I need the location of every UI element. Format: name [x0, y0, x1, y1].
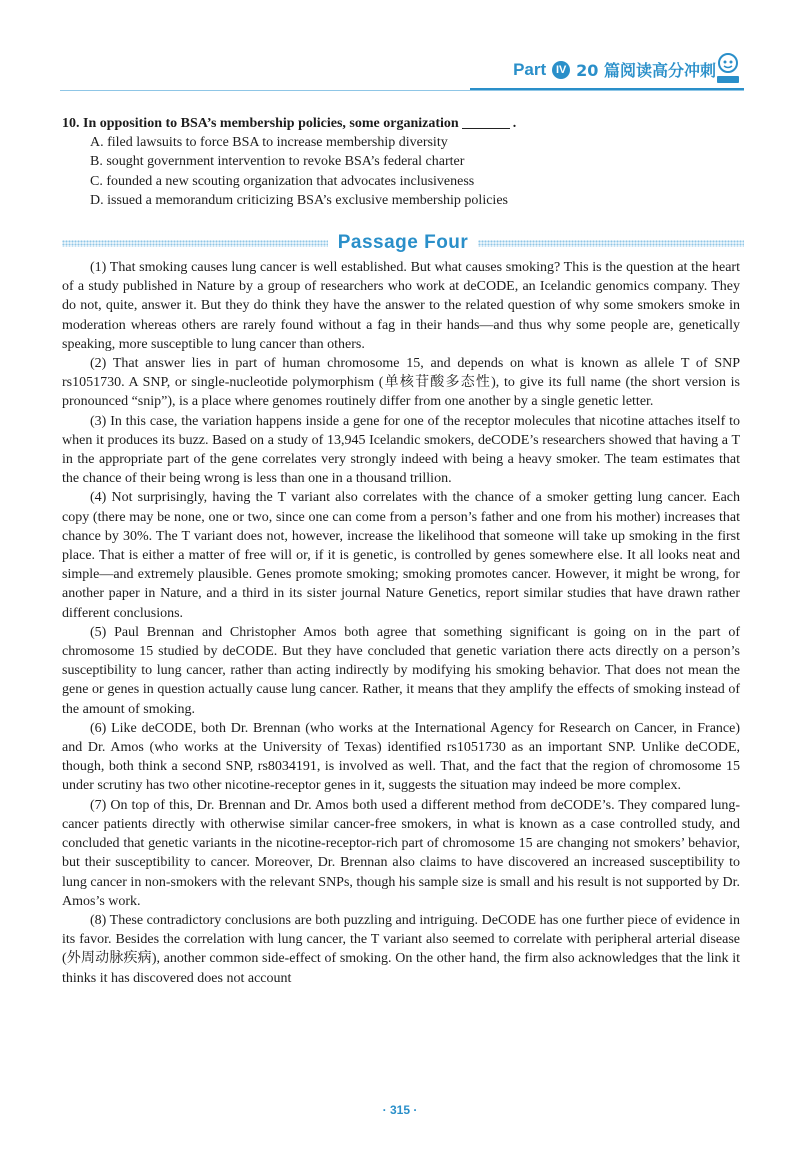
header-part-label: Part: [513, 59, 547, 79]
answer-blank: [462, 128, 510, 129]
header-part-badge: IV: [552, 61, 570, 79]
page-number: · 315 ·: [382, 1103, 418, 1117]
option-c: C. founded a new scouting organization that advocates inclusiveness: [90, 173, 475, 189]
paragraph-3: (3) In this case, the variation happens inside a gene for one of the receptor molecules that nicotine attaches itself to when it produces its buzz. Based on a study of 13,945 Icelandic smokers, deCODE’s researchers showed that having a T in the appropriate part of the gene correlates very strongly indeed with being a heavy smoker. The team estimates that the chance of their being wrong is less than one in a thousand trillion.: [62, 413, 740, 487]
passage-title: Passage Four: [337, 232, 469, 253]
paragraph-4: (4) Not surprisingly, having the T variant also correlates with the chance of a smoker getting lung cancer. Each copy (there may be none, one or two, since one can come from a person’s father and one from his mother) increases that chance by 30%. The T variant does not, however, increase the likelihood that someone will take up smoking in the first place. That is either a matter of free will or, if it is genetic, is controlled by genes somewhere else. It all looks neat and simple—and extremely plausible. Genes promote smoking; smoking promotes cancer. However, it might be wrong, for another paper in Nature, and a third in its sister journal Nature Genetics, report similar studies that have drawn rather different conclusions.: [62, 490, 740, 621]
header-rule: [60, 90, 744, 91]
passage-heading: [62, 232, 744, 254]
paragraph-2: (2) That answer lies in part of human chromosome 15, and depends on what is known as allele T of SNP rs1051730. A SNP, or single-nucleotide polymorphism (单核苷酸多态性), to give its full name (the short version is pronounced “snip”), is a place where genomes routinely differ from one another by a single genetic letter.: [62, 356, 740, 410]
passage-body: [62, 258, 740, 988]
paragraph-5: (5) Paul Brennan and Christopher Amos both agree that something significant is going on in the part of chromosome 15 studied by deCODE. But they have concluded that genetic variation there acts directly on a person’s susceptibility to lung cancer, rather than acting indirectly by modifying his smoking behavior. That does not mean the gene or genes in question actually cause lung cancer. Rather, it means that they amplify the effects of smoking instead of the amount of smoking.: [62, 624, 740, 717]
paragraph-8: (8) These contradictory conclusions are both puzzling and intriguing. DeCODE has one further piece of evidence in its favor. Besides the correlation with lung cancer, the T variant also seemed to correlate with peripheral arterial disease (外周动脉疾病), another common side-effect of smoking. On the other hand, the firm also acknowledges that the link it thinks it has discovered does not account: [62, 912, 740, 986]
heading-dot-rule-left: [62, 240, 328, 247]
question-10: [62, 114, 740, 210]
option-a: A. filed lawsuits to force BSA to increase membership diversity: [90, 135, 448, 151]
paragraph-6: (6) Like deCODE, both Dr. Brennan (who works at the International Agency for Research on Cancer, in France) and Dr. Amos (who works at the University of Texas) identified rs1051730 as an important SNP. Unlike deCODE, though, both think a second SNP, rs8034191, is involved as well. That, and the fact that the region of chromosome 15 under scrutiny has two other nicotine-receptor genes in it, suggests the situation may indeed be more complex.: [62, 720, 740, 794]
paragraph-1: (1) That smoking causes lung cancer is well established. But what causes smoking? This is the question at the heart of a study published in Nature by a group of researchers who work at deCODE, an Icelandic genomics company. They do not, quite, answer it. But they do think they have the answer to the related question of why some smokers smoke in moderation whereas others are rarely found without a fag in their hands—and thus why some people are, genetically speaking, more susceptible to lung cancer than others.: [62, 260, 740, 352]
question-stem-text: 10. In opposition to BSA’s membership policies, some organization: [62, 116, 459, 131]
paragraph-7: (7) On top of this, Dr. Brennan and Dr. Amos both used a different method from deCODE’s. They compared lung-cancer patients directly with otherwise similar cancer-free smokers, in what is known as a case controlled study, and concluded that genetic variants in the nicotine-receptor-rich part of chromosome 15 are changing not smokers’ behavior, but their susceptibility to cancer. Moreover, Dr. Brennan also claims to have discovered an increased susceptibility to lung cancer in non-smokers with the relevant SNPs, though his sample size is small and his result is not supported by Dr. Amos’s work.: [62, 797, 740, 909]
heading-dot-rule-right: [478, 240, 744, 247]
option-d: D. issued a memorandum criticizing BSA’s exclusive membership policies: [90, 192, 508, 208]
publisher-logo-icon: [714, 52, 742, 86]
question-stem: [62, 114, 740, 133]
question-stem-end: .: [512, 116, 517, 131]
header-title: 20 篇阅读高分冲刺: [576, 61, 716, 80]
header-rule-accent: [470, 88, 744, 90]
running-header: [513, 58, 716, 81]
option-b: B. sought government intervention to revoke BSA’s federal charter: [90, 154, 465, 170]
